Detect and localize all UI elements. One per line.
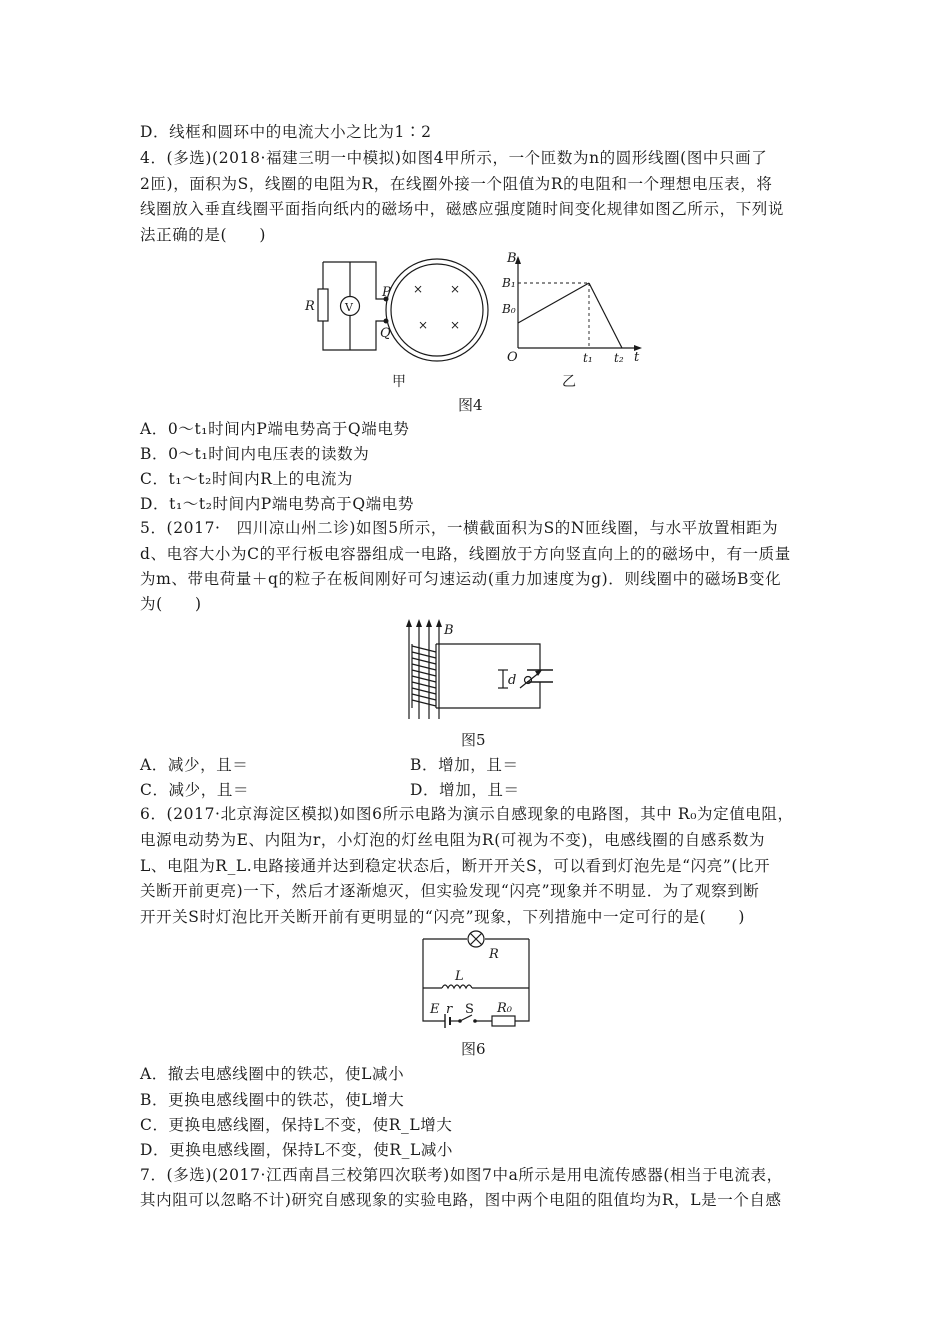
q5-stem-line-1: 5．(2017· 四川凉山州二诊)如图5所示，一横截面积为S的N匝线圈，与水平放置相距为 xyxy=(140,519,779,537)
fig4-axis-b: B xyxy=(507,251,517,266)
figure-4 xyxy=(300,245,660,393)
q5-option-a: A．减少，且＝ xyxy=(140,756,249,774)
fig6-switch-label: S xyxy=(465,1002,474,1017)
fig4-tick-b1: B₁ xyxy=(502,276,516,290)
fig4-field-cross-1: × xyxy=(413,282,424,296)
fig4-voltmeter-label: V xyxy=(345,301,353,314)
q6-stem-line-3: L、电阻为R_L.电路接通并达到稳定状态后，断开开关S，可以看到灯泡先是“闪亮”(比开 xyxy=(140,857,771,875)
fig4-tick-t1: t₁ xyxy=(583,351,593,365)
figure-6 xyxy=(410,925,550,1030)
fig4-label-yi: 乙 xyxy=(562,374,576,390)
fig6-lamp-label: R xyxy=(489,947,499,962)
fig4-label-jia: 甲 xyxy=(392,374,406,390)
q4-stem-line-2: 2匝)，面积为S，线圈的电阻为R，在线圈外接一个阻值为R的电阻和一个理想电压表，将 xyxy=(140,175,773,193)
q7-stem-line-1: 7．(多选)(2017·江西南昌三校第四次联考)如图7中a所示是用电流传感器(相当于电流表， xyxy=(140,1166,783,1184)
fig4-terminal-q: Q xyxy=(380,326,391,341)
q5-option-b: B．增加，且＝ xyxy=(410,756,519,774)
q6-stem-line-4: 关断开前更亮)一下，然后才逐渐熄灭，但实验发现“闪亮”现象并不明显．为了观察到断 xyxy=(140,882,760,900)
q3-option-d: D．线框和圆环中的电流大小之比为1∶2 xyxy=(140,123,432,141)
figure-5 xyxy=(395,615,555,725)
q6-stem-line-2: 电源电动势为E、内阻为r，小灯泡的灯丝电阻为R(可视为不变)，电感线圈的自感系数为 xyxy=(140,831,766,849)
fig4-tick-t2: t₂ xyxy=(614,351,624,365)
q5-option-c: C．减少，且＝ xyxy=(140,781,250,799)
fig6-emf-label: E xyxy=(430,1002,440,1017)
q4-stem-line-4: 法正确的是( ) xyxy=(140,226,266,244)
q6-stem-line-1: 6．(2017·北京海淀区模拟)如图6所示电路为演示自感现象的电路图，其中 R₀为定值电阻， xyxy=(140,805,794,823)
fig5-caption: 图5 xyxy=(461,731,486,749)
q6-option-c: C．更换电感线圈，保持L不变，使R_L增大 xyxy=(140,1116,453,1134)
fig6-resistor-r0-label: R₀ xyxy=(497,1001,512,1016)
fig5-gap-label: d xyxy=(508,673,517,688)
q7-stem-line-2: 其内阻可以忽略不计)研究自感现象的实验电路，图中两个电阻的阻值均为R，L是一个自感 xyxy=(140,1191,782,1209)
q6-option-b: B．更换电感线圈中的铁芯，使L增大 xyxy=(140,1091,405,1109)
fig4-field-cross-2: × xyxy=(450,282,461,296)
fig4-resistor-label: R xyxy=(305,299,315,314)
q5-stem-line-2: d、电容大小为C的平行板电容器组成一电路，线圈放于方向竖直向上的的磁场中，有一质量 xyxy=(140,545,791,563)
q5-stem-line-4: 为( ) xyxy=(140,595,202,613)
q4-stem-line-1: 4．(多选)(2018·福建三明一中模拟)如图4甲所示，一个匝数为n的圆形线圈(图中只画了 xyxy=(140,149,768,167)
q4-stem-line-3: 线圈放入垂直线圈平面指向纸内的磁场中，磁感应强度随时间变化规律如图乙所示，下列说 xyxy=(140,200,785,218)
fig6-inductor-label: L xyxy=(455,969,464,984)
q4-option-a: A．0～t₁时间内P端电势高于Q端电势 xyxy=(140,420,410,438)
fig4-tick-b0: B₀ xyxy=(502,302,516,316)
q6-stem-line-5: 开开关S时灯泡比开关断开前有更明显的“闪亮”现象，下列措施中一定可行的是( ) xyxy=(140,908,746,926)
q4-option-b: B．0～t₁时间内电压表的读数为 xyxy=(140,445,370,463)
fig4-origin: O xyxy=(507,350,518,365)
q6-option-a: A．撤去电感线圈中的铁芯，使L减小 xyxy=(140,1065,405,1083)
fig4-field-cross-3: × xyxy=(418,318,429,332)
fig6-caption: 图6 xyxy=(461,1040,486,1058)
q4-option-d: D．t₁～t₂时间内P端电势高于Q端电势 xyxy=(140,495,414,513)
q6-option-d: D．更换电感线圈，保持L不变，使R_L减小 xyxy=(140,1141,454,1159)
q5-stem-line-3: 为m、带电荷量＋q的粒子在板间刚好可匀速运动(重力加速度为g)．则线圈中的磁场B变化 xyxy=(140,570,782,588)
q5-option-d: D．增加，且＝ xyxy=(410,781,520,799)
fig4-caption: 图4 xyxy=(458,396,483,414)
fig4-field-cross-4: × xyxy=(450,318,461,332)
fig5-field-label: B xyxy=(444,623,454,638)
fig4-axis-t: t xyxy=(634,350,640,365)
fig4-terminal-p: P xyxy=(382,285,391,300)
q4-option-c: C．t₁～t₂时间内R上的电流为 xyxy=(140,470,354,488)
fig6-internal-r-label: r xyxy=(446,1002,453,1017)
